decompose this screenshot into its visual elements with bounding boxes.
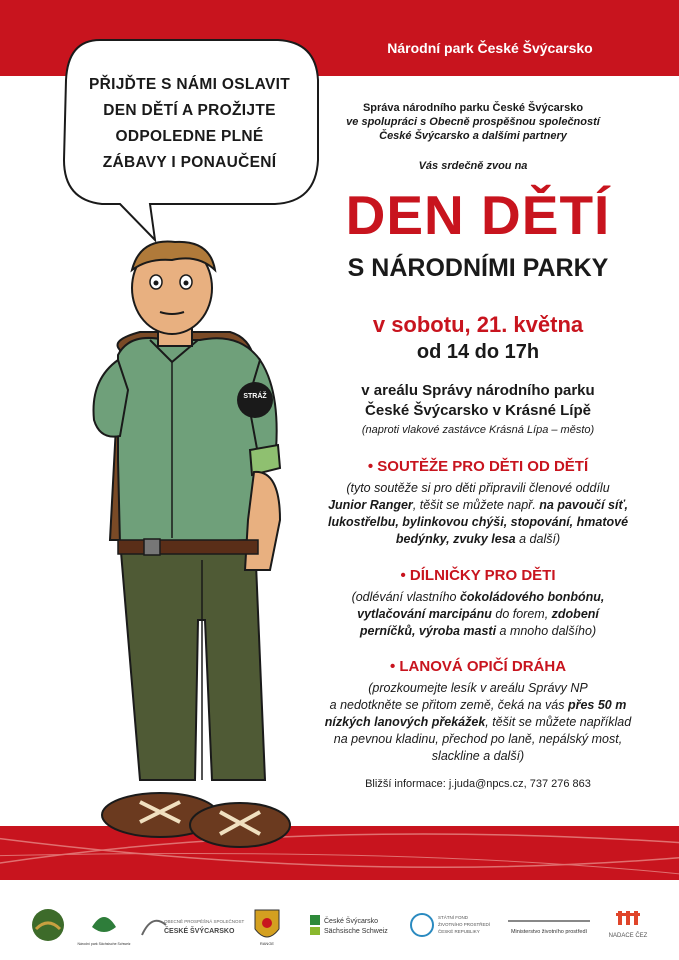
cez-text: NADACE ČEZ (608, 933, 648, 939)
section-text: a další) (515, 532, 561, 546)
venue-line: v areálu Správy národního parku (361, 382, 595, 399)
ops-logo (138, 907, 245, 947)
np-cz-de-logo (306, 907, 396, 943)
bubble-line: DEN DĚTÍ A PROŽIJTE (103, 102, 276, 119)
park-name: Národní park České Švýcarsko (387, 40, 593, 56)
section-heading: • LANOVÁ OPIČÍ DRÁHA (389, 658, 567, 675)
patch-text: STRÁŽ (243, 393, 267, 400)
partner-logos (0, 895, 679, 960)
section-text: a nedotkněte se přitom země, čeká na vás (329, 698, 568, 712)
section-body (318, 589, 638, 640)
venue-note: (naproti vlakové zastávce Krásná Lípa – město) (361, 424, 595, 436)
np-de-text: Sächsische Schweiz (324, 928, 388, 935)
section-text: , těšit se můžete například (485, 715, 632, 729)
sfzp-line: ŽIVOTNÍHO PROSTŘEDÍ (438, 922, 491, 927)
section-heading: • SOUTĚŽE PRO DĚTI OD DĚTÍ (367, 458, 589, 475)
section-text: do forem, (491, 607, 552, 621)
mzp-text: Ministerstvo životního prostředí (510, 929, 588, 935)
section-text-bold: perníčků, výroba masti (359, 624, 497, 638)
bubble-line: PŘIJĎTE S NÁMI OSLAVIT (89, 76, 290, 93)
nps-text: Národní park Sächsische Schweiz (77, 942, 131, 946)
town-crest-logo (252, 907, 282, 947)
section-text-bold: bedýnky, zvuky lesa (395, 532, 516, 546)
organizer-line: Správa národního parku České Švýcarsko (362, 102, 584, 114)
organizer-line: České Švýcarsko a dalšími partnery (379, 130, 567, 142)
section-text: (odlévání vlastního (351, 590, 460, 604)
section-text-bold: nízkých lanových překážek (324, 715, 486, 729)
venue-line: České Švýcarsko v Krásné Lípě (365, 402, 591, 419)
organizer-line: ve spolupráci s Obecně prospěšnou společností (346, 116, 600, 128)
section-body (318, 680, 638, 765)
organizer-block (338, 101, 608, 143)
section-text: (tyto soutěže si pro děti připravili členové oddílu (346, 481, 610, 495)
section-text: (prozkoumejte lesík v areálu Správy NP (368, 681, 588, 695)
invite-text: Vás srdečně zvou na (418, 160, 528, 172)
ranger-illustration (80, 240, 300, 860)
section-body (318, 480, 638, 548)
section-text-bold: přes 50 m (567, 698, 627, 712)
sfzp-logo (408, 907, 498, 947)
event-title: DEN DĚTÍ (345, 184, 611, 246)
bubble-text (82, 72, 297, 176)
section-text: slackline a další) (431, 749, 525, 763)
cez-logo (606, 907, 650, 947)
bubble-line: ZÁBAVY I PONAUČENÍ (102, 154, 277, 171)
nps-logo (77, 907, 131, 947)
ops-name: ČESKÉ ŠVÝCARSKO (164, 928, 235, 935)
section-text: a mnoho dalšího) (496, 624, 597, 638)
contact-info: Bližší informace: j.juda@npcs.cz, 737 276 863 (365, 778, 591, 790)
section-text-bold: na pavoučí síť, (539, 498, 628, 512)
section-heading: • DÍLNIČKY PRO DĚTI (400, 567, 556, 584)
event-subtitle: S NÁRODNÍMI PARKY (347, 254, 609, 282)
section-text: na pevnou kladinu, přechod po laně, nepálský most, (333, 732, 623, 746)
section-text-bold: čokoládového bonbónu, (459, 590, 605, 604)
section-text-bold: lukostřelbu, bylinkovou chýši, stopování, hmatové (327, 515, 629, 529)
section-text-bold: Junior Ranger (328, 498, 413, 512)
section-text: , těšit se můžete např. (412, 498, 540, 512)
np-cz-text: České Švýcarsko (324, 918, 379, 925)
mzp-logo (506, 907, 592, 943)
sfzp-line: STÁTNÍ FOND (438, 915, 468, 920)
sfzp-line: ČESKÉ REPUBLIKY (438, 929, 480, 934)
bubble-line: ODPOLEDNE PLNÉ (115, 128, 264, 145)
ops-subtitle: OBECNĚ PROSPĚŠNÁ SPOLEČNOST (164, 919, 245, 924)
section-text-bold: zdobení (551, 607, 599, 621)
venue-block (318, 381, 638, 421)
park-emblem-logo (30, 907, 66, 943)
section-text-bold: vytlačování marcipánu (357, 607, 492, 621)
town-text: RANGE (259, 941, 275, 946)
event-time: od 14 do 17h (416, 341, 540, 363)
event-date: v sobotu, 21. května (372, 312, 584, 337)
